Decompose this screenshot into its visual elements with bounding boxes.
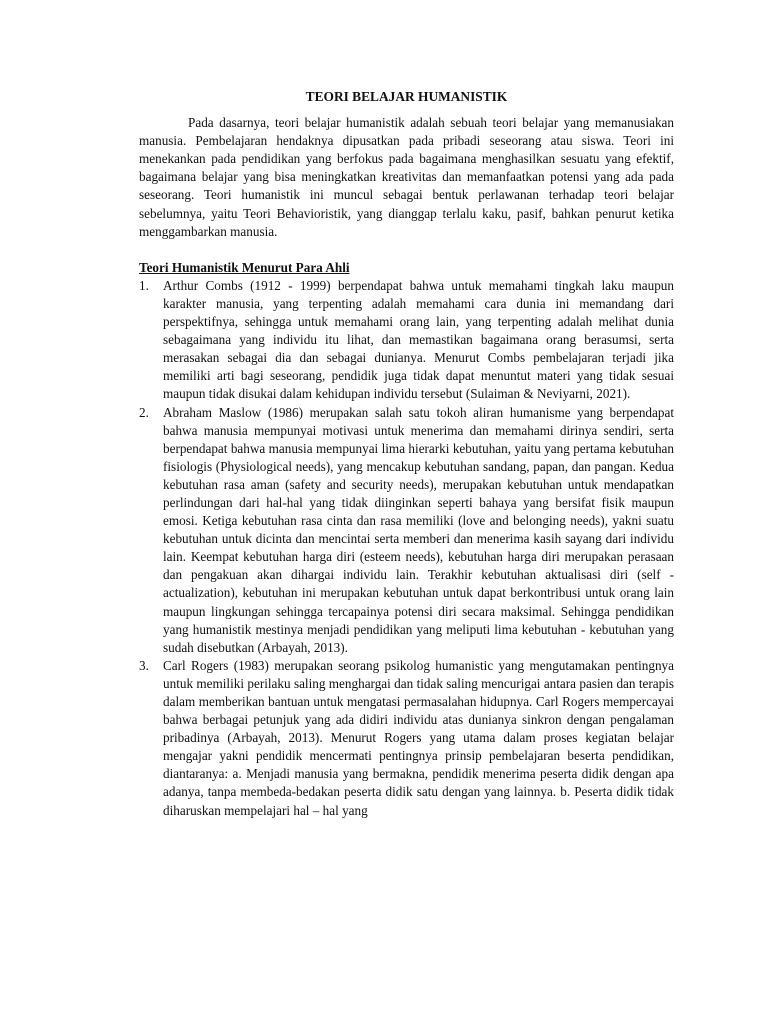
- list-item-text: Arthur Combs (1912 - 1999) berpendapat bahwa untuk memahami tingkah laku maupun karakter manusia, yang terpenting adalah memahami cara dunia ini memandang dari perspektifnya, sehingga untuk memahami orang lain, yang terpenting adalah melihat dunia sebagaimana yang individu itu lihat, dan memastikan bagaimana orang berasumsi, serta merasakan sebagai dia dan sebagai dunianya. Menurut Combs pembelajaran terjadi jika memiliki arti bagi seseorang, pendidik juga tidak dapat menuntut materi yang tidak sesuai maupun tidak disukai dalam kehidupan individu tersebut (Sulaiman & Neviyarni, 2021).: [163, 277, 674, 402]
- list-item-text: Carl Rogers (1983) merupakan seorang psikolog humanistic yang mengutamakan pentingnya untuk memiliki perilaku saling menghargai dan tidak saling mencurigai antara pasien dan terapis dalam memberikan bantuan untuk mengatasi permasalahan hidupnya. Carl Rogers mempercayai bahwa berbagai petunjuk yang ada didiri individu atas dunianya sinkron dengan pengalaman pribadinya (Arbayah, 2013). Menurut Rogers yang utama dalam proses kegiatan belajar mengajar yakni pendidik mencermati pentingnya prinsip pembelajaran beserta pendidikan, diantaranya: a. Menjadi manusia yang bermakna, pendidik menerima peserta didik dengan apa adanya, tanpa membeda-bedakan peserta didik satu dengan yang lainnya. b. Peserta didik tidak diharuskan mempelajari hal – hal yang: [163, 657, 674, 818]
- list-item: [139, 277, 674, 404]
- intro-paragraph: Pada dasarnya, teori belajar humanistik adalah sebuah teori belajar yang memanusiakan manusia. Pembelajaran hendaknya dipusatkan pada pribadi seseorang atau siswa. Teori ini menekankan pada pendidikan yang berfokus pada bagaimana menghasilkan sesuatu yang efektif, bagaimana belajar yang bisa meningkatkan kreativitas dan memanfaatkan potensi yang ada pada seseorang. Teori humanistik ini muncul sebagai bentuk perlawanan terhadap teori belajar sebelumnya, yaitu Teori Behavioristik, yang dianggap terlalu kaku, pasif, bahkan penurut ketika menggambarkan manusia.: [139, 115, 674, 239]
- document-body: [139, 88, 674, 820]
- list-item: [139, 657, 674, 820]
- document-title: TEORI BELAJAR HUMANISTIK: [305, 89, 508, 104]
- list-item-number: 1.: [139, 277, 149, 293]
- section-heading: Teori Humanistik Menurut Para Ahli: [139, 259, 350, 275]
- list-item-number: 3.: [139, 657, 149, 673]
- list-item: [139, 404, 674, 657]
- list-item-text: Abraham Maslow (1986) merupakan salah satu tokoh aliran humanisme yang berpendapat bahwa manusia mempunyai motivasi untuk menerima dan memahami dirinya sendiri, serta berpendapat bahwa manusia mempunyai lima hierarki kebutuhan, yaitu yang pertama kebutuhan fisiologis (Physiological needs), yang mencakup kebutuhan sandang, papan, dan pangan. Kedua kebutuhan rasa aman (safety and security needs), merupakan kebutuhan untuk mendapatkan perlindungan dari hal-hal yang tidak diinginkan seperti bahaya yang bersifat fisik maupun emosi. Ketiga kebutuhan rasa cinta dan rasa memiliki (love and belonging needs), yakni suatu kebutuhan untuk dicinta dan mencintai serta memberi dan menerima kasih sayang dari individu lain. Keempat kebutuhan harga diri (esteem needs), kebutuhan harga diri merupakan perasaan dan pengakuan akan dihargai individu lain. Terakhir kebutuhan aktualisasi diri (self - actualization), kebutuhan ini merupakan kebutuhan untuk dapat berkontribusi untuk orang lain maupun lingkungan sehingga tercapainya potensi diri secara maksimal. Sehingga pendidikan yang humanistik mestinya menjadi pendidikan yang meliputi lima kebutuhan - kebutuhan yang sudah disebutkan (Arbayah, 2013).: [163, 404, 674, 655]
- list-item-number: 2.: [139, 404, 149, 420]
- expert-list: [139, 277, 674, 820]
